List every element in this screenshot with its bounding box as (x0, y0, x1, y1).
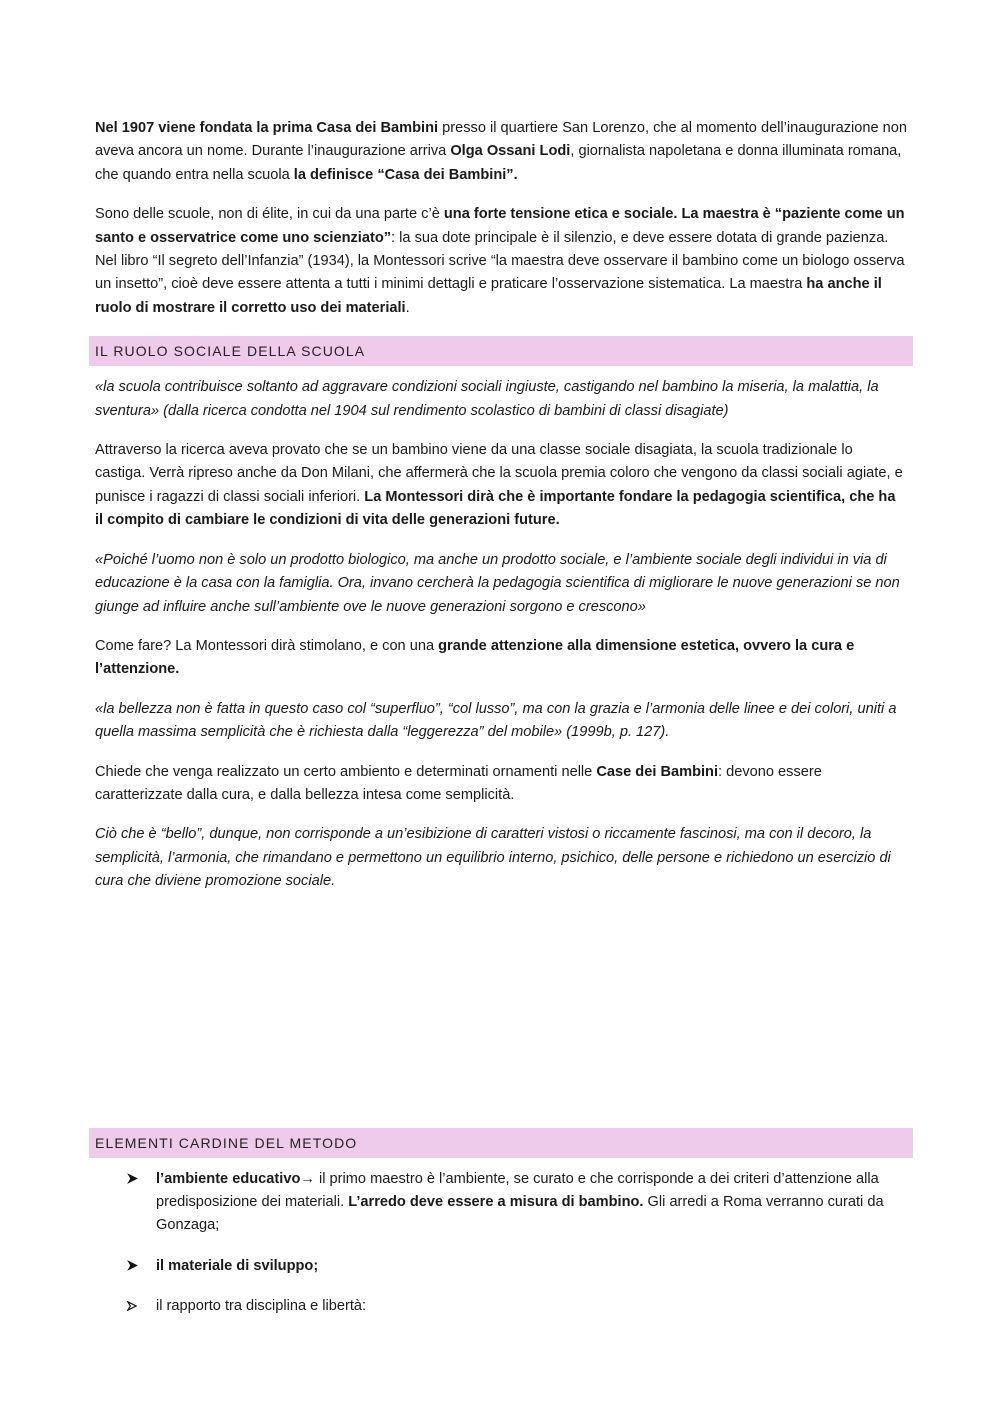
bold-text: Case dei Bambini (596, 763, 719, 780)
arrowhead-bullet-icon (126, 1172, 139, 1185)
italic-text: «Poiché l’uomo non è solo un prodotto biologico, ma anche un prodotto sociale, e l’ambiente sociale degli individui in via di educazione è la casa con la famiglia. Ora, invano cercherà la pedagogia scientifica di migliorare le nuove generazioni se non giunge ad influire anche sull’ambiente ove le nuove generazioni sorgono e crescono» (95, 551, 900, 615)
bold-text: grande attenzione alla dimensione estetica, ovvero la cura e l’attenzione. (95, 637, 855, 678)
paragraph-scuole (95, 203, 907, 320)
bold-text: una forte tensione etica e sociale. La maestra è “paziente come un santo e osservatrice come uno scienziato” (95, 206, 905, 246)
italic-text: «la scuola contribuisce soltanto ad aggravare condizioni sociali ingiuste, castigando nel bambino la miseria, la malattia, la sventura» (dalla ricerca condotta nel 1904 sul rendimento scolastico di bambini di classi disagiate) (95, 379, 879, 419)
paragraph-ambiento (95, 761, 907, 808)
body-text: il primo maestro è l’ambiente, se curato e che corrisponde a dei criteri d’attenzione alla predisposizione dei materiali. (156, 1170, 879, 1210)
paragraph-casa-dei-bambini (95, 117, 907, 187)
body-text: Sono delle scuole, non di élite, in cui da una parte c’è (95, 206, 444, 223)
bold-text: l’ambiente educativo (156, 1170, 301, 1187)
italic-text: Ciò che è “bello”, dunque, non corrisponde a un’esibizione di caratteri vistosi o riccamente fascinosi, ma con il decoro, la semplicità, l’armonia, che rimandano e permettono un equilibrio interno, psichico, delle persone e richiedono un esercizio di cura che diviene promozione sociale. (95, 826, 891, 890)
bold-text: ha anche il ruolo di mostrare il corretto uso dei materiali (95, 276, 882, 316)
body-text: Come fare? La Montessori dirà stimolano, e con una (95, 637, 439, 654)
quote-scuola (95, 376, 907, 423)
list-item (95, 1255, 907, 1278)
italic-text: «la bellezza non è fatta in questo caso col “superfluo”, “col lusso”, ma con la grazia e l’armonia delle linee e dei colori, uniti a quella massima semplicità che è richiesta dalla “leggerezza” del mobile» (1999b, p. 127). (95, 700, 897, 741)
arrowhead-bullet-icon (127, 1301, 137, 1311)
list-item (95, 1168, 907, 1238)
body-text: : devono essere caratterizzate dalla cura, e dalla bellezza intesa come semplicità. (95, 763, 822, 803)
bold-text: il materiale di sviluppo; (156, 1257, 319, 1274)
quote-uomo (95, 549, 907, 619)
body-text: , giornalista napoletana e donna illuminata romana, che quando entra nella scuola (95, 143, 902, 183)
bold-text: la definisce “Casa dei Bambini”. (293, 166, 518, 183)
section-heading-elementi-cardine: ELEMENTI CARDINE DEL METODO (89, 1128, 913, 1158)
bold-text: Olga Ossani Lodi (450, 143, 571, 160)
body-text: : la sua dote principale è il silenzio, e deve essere dotata di grande pazienza. Nel libro “Il segreto dell’Infanzia” (1934), la Montessori scrive “la maestra deve osservare il bambino come un biologo osserva un insetto”, cioè deve essere attenta a tutti i minimi dettagli e praticare l’osservazione sistematica. La maestra (95, 229, 905, 293)
quote-bellezza (95, 698, 907, 745)
section-heading-ruolo-sociale: IL RUOLO SOCIALE DELLA SCUOLA (89, 336, 913, 366)
paragraph-ricerca (95, 439, 907, 533)
method-elements-list (95, 1168, 907, 1319)
bold-text: Nel 1907 viene fondata la prima Casa dei Bambini (95, 120, 439, 136)
bold-text: La Montessori dirà che è importante fondare la pedagogia scientifica, che ha il compito di cambiare le condizioni di vita delle generazioni future. (95, 488, 896, 529)
body-text: Gli arredi a Roma verranno curati da Gonzaga; (156, 1193, 884, 1234)
bold-text: L’arredo deve essere a misura di bambino. (348, 1193, 644, 1210)
document-page (95, 117, 907, 1336)
list-item (95, 1295, 907, 1318)
body-text: Attraverso la ricerca aveva provato che se un bambino viene da una classe sociale disagiata, la scuola tradizionale lo castiga. Verrà ripreso anche da Don Milani, che affermerà che la scuola premia coloro che vengono da classi sociali agiate, e punisce i ragazzi di classi sociali inferiori. (95, 442, 903, 505)
body-text: presso il quartiere San Lorenzo, che al momento dell’inaugurazione non aveva ancora un nome. Durante l’inaugurazione arriva (95, 120, 908, 160)
page-whitespace (95, 910, 907, 1128)
arrowhead-bullet-icon (126, 1259, 139, 1272)
quote-bello (95, 823, 907, 893)
body-text: il rapporto tra disciplina e libertà: (156, 1298, 367, 1315)
body-text: . (405, 299, 410, 316)
right-arrow-icon: → (300, 1170, 315, 1187)
body-text: Chiede che venga realizzato un certo ambiento e determinati ornamenti nelle (95, 763, 597, 780)
paragraph-come-fare (95, 635, 907, 682)
